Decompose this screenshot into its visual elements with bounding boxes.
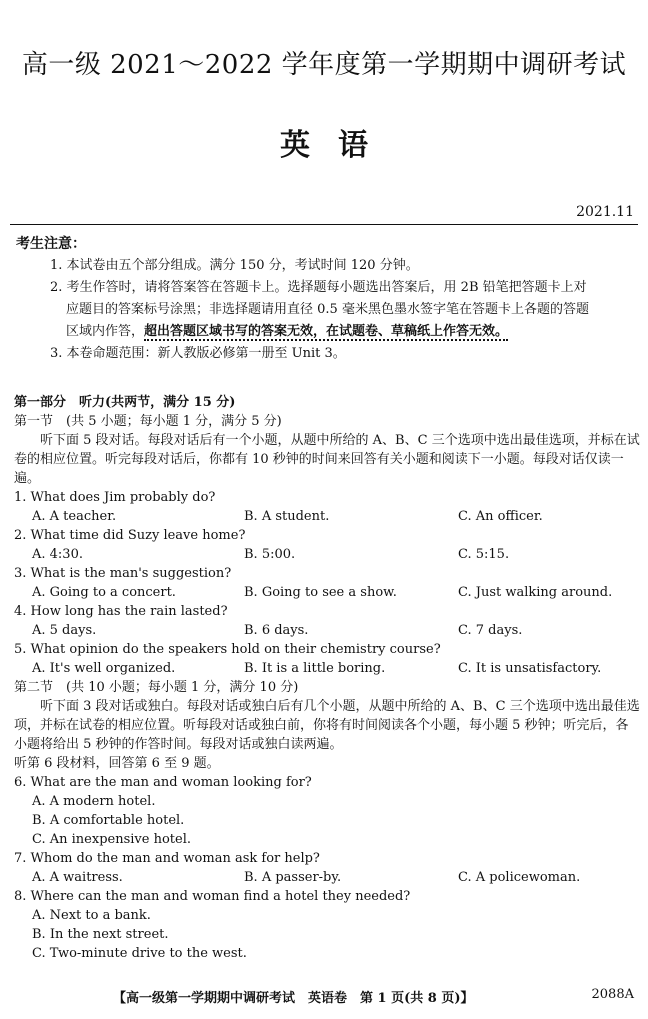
subject-title: 英语 — [280, 128, 396, 163]
question-2: 2. What time did Suzy leave home? — [14, 528, 246, 543]
question-6: 6. What are the man and woman looking for? — [14, 775, 312, 790]
option-c: C. 5:15. — [458, 547, 510, 562]
option-c: C. 7 days. — [458, 623, 523, 638]
section2-intro: 听下面 3 段对话或独白。每段对话或独白后有几个小题，从题中所给的 A、B、C 三个选项中选出最佳选项，并标在试卷的相应位置。听每段对话或独白前，你将有时间阅读各个小题，每小题 5 秒钟；听完后，各小题将给出 5 秒钟的作答时间。每段对话或独白读两遍。 — [14, 699, 640, 752]
notice-item-2: 2. 考生作答时，请将答案答在答题卡上。选择题每小题选出答案后，用 2B 铅笔把答题卡上对 — [50, 280, 587, 295]
option-b: B. A passer-by. — [244, 870, 342, 885]
question-4: 4. How long has the rain lasted? — [14, 604, 228, 619]
option-a: A. 4:30. — [32, 547, 83, 562]
question-5: 5. What opinion do the speakers hold on their chemistry course? — [14, 642, 441, 657]
listening-section — [14, 393, 640, 963]
option-b: B. In the next street. — [32, 927, 169, 942]
option-a: A. A modern hotel. — [32, 794, 156, 809]
option-a: A. 5 days. — [32, 623, 97, 638]
option-a: A. A waitress. — [32, 870, 123, 885]
footer-code: 2088A — [591, 987, 634, 1002]
part1-title: 第一部分 听力(共两节，满分 15 分) — [14, 395, 236, 410]
notice-item-3: 3. 本卷命题范围：新人教版必修第一册至 Unit 3。 — [50, 346, 346, 361]
option-b: B. 6 days. — [244, 623, 309, 638]
section1-title: 第一节 (共 5 小题；每小题 1 分，满分 5 分) — [14, 414, 282, 429]
notice-list — [50, 255, 638, 365]
exam-title: 高一级 2021～2022 学年度第一学期期中调研考试 — [21, 50, 627, 80]
question-1-options — [14, 507, 640, 526]
section1-intro: 听下面 5 段对话。每段对话后有一个小题，从题中所给的 A、B、C 三个选项中选出最佳选项，并标在试卷的相应位置。听完每段对话后，你都有 10 秒钟的时间来回答有关小题和阅读下一小题。每段对话仅读一遍。 — [14, 433, 640, 486]
notice-title: 考生注意： — [16, 236, 86, 252]
header-divider — [10, 224, 638, 225]
notice-emphasis: 超出答题区域书写的答案无效，在试题卷、草稿纸上作答无效。 — [144, 324, 509, 339]
exam-date: 2021.11 — [576, 204, 634, 220]
question-5-options — [14, 659, 640, 678]
notice-item-1: 1. 本试卷由五个部分组成。满分 150 分，考试时间 120 分钟。 — [50, 258, 419, 273]
question-3-options — [14, 583, 640, 602]
option-c: C. Just walking around. — [458, 585, 613, 600]
option-c: C. An inexpensive hotel. — [32, 832, 191, 847]
option-a: A. Next to a bank. — [32, 908, 151, 923]
material-6-instruction: 听第 6 段材料，回答第 6 至 9 题。 — [14, 756, 220, 771]
option-c: C. It is unsatisfactory. — [458, 661, 602, 676]
notice-item-2-end-text: 区域内作答， — [66, 324, 145, 339]
question-8: 8. Where can the man and woman find a hotel they needed? — [14, 889, 411, 904]
section2-title: 第二节 (共 10 小题；每小题 1 分，满分 10 分) — [14, 680, 299, 695]
option-c: C. An officer. — [458, 509, 543, 524]
option-a: A. It's well organized. — [32, 661, 176, 676]
option-b: B. 5:00. — [244, 547, 296, 562]
notice-item-2-cont: 应题目的答案标号涂黑；非选择题请用直径 0.5 毫米黑色墨水签字笔在答题卡上各题的答题 — [66, 302, 589, 317]
option-c: C. A policewoman. — [458, 870, 581, 885]
question-7: 7. Whom do the man and woman ask for help? — [14, 851, 320, 866]
footer-page-info: 【高一级第一学期期中调研考试 英语卷 第 1 页(共 8 页)】 — [113, 991, 474, 1006]
question-1: 1. What does Jim probably do? — [14, 490, 216, 505]
question-2-options — [14, 545, 640, 564]
option-b: B. A student. — [244, 509, 330, 524]
notice-item-2-end — [50, 321, 638, 343]
option-a: A. A teacher. — [32, 509, 117, 524]
option-b: B. A comfortable hotel. — [32, 813, 185, 828]
question-3: 3. What is the man's suggestion? — [14, 566, 232, 581]
option-b: B. Going to see a show. — [244, 585, 397, 600]
option-b: B. It is a little boring. — [244, 661, 386, 676]
option-a: A. Going to a concert. — [32, 585, 176, 600]
question-4-options — [14, 621, 640, 640]
question-7-options — [14, 868, 640, 887]
option-c: C. Two-minute drive to the west. — [32, 946, 247, 961]
